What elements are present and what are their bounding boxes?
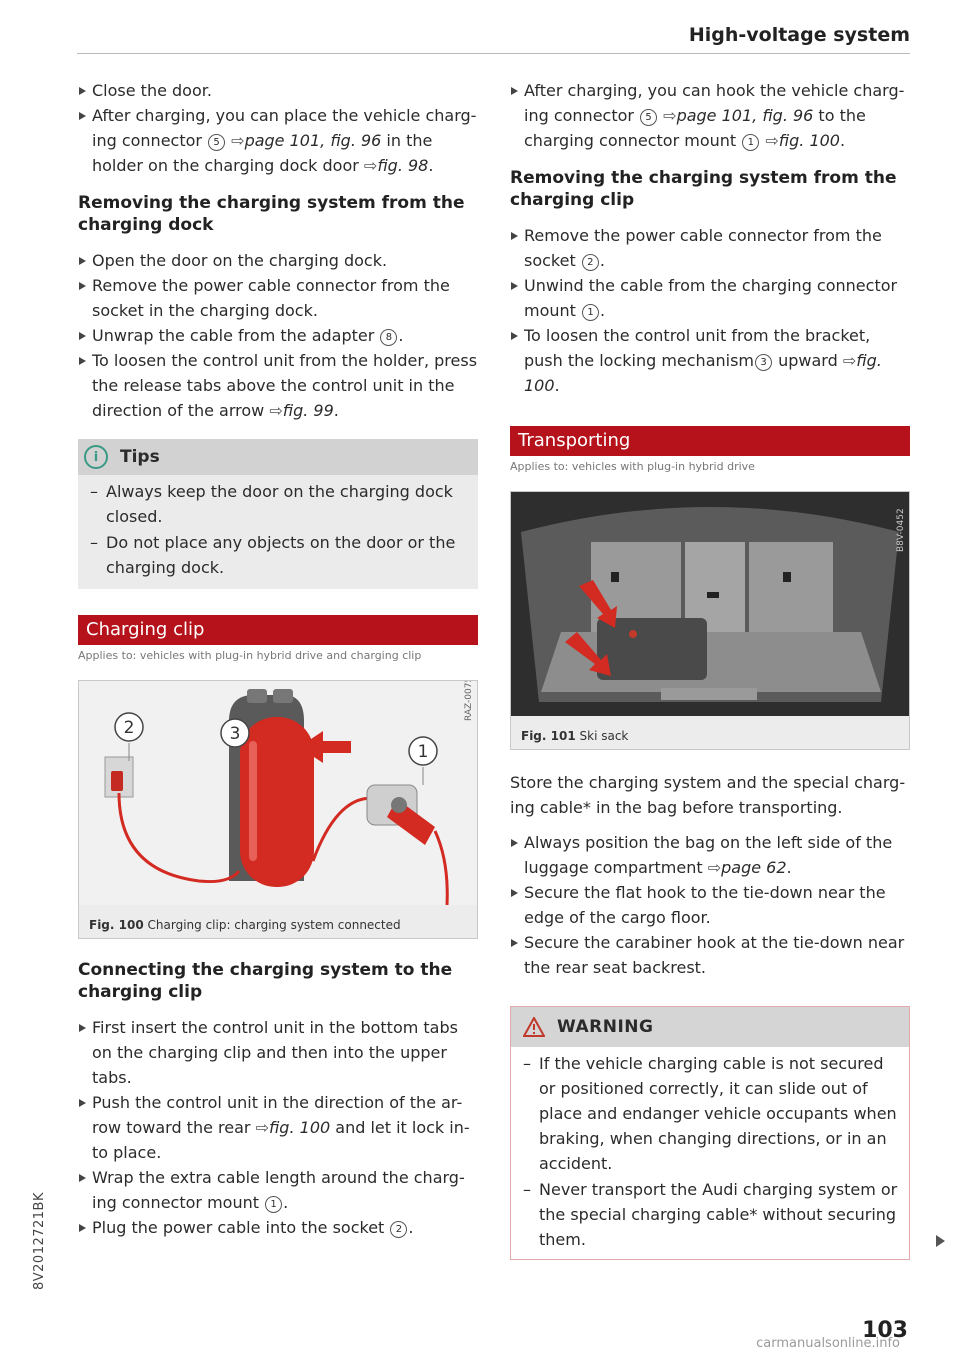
cross-reference: fig. 100 (524, 351, 882, 395)
figure-ski-sack (510, 491, 910, 750)
bullet-item (510, 880, 910, 930)
svg-text:2: 2 (123, 718, 135, 738)
bullet-item (78, 1015, 478, 1090)
bullet-text: Remove the power cable connector from the socket in the charging dock. (92, 276, 450, 320)
bullet-text: Unwind the cable from the charging connector mount (524, 276, 898, 320)
left-column (78, 78, 478, 1240)
warning-list (511, 1047, 909, 1259)
callout-number: 1 (582, 304, 599, 321)
svg-text:3: 3 (229, 724, 241, 744)
reference-arrow-icon: ⇨ (663, 106, 677, 125)
figure-charging-clip (78, 680, 478, 939)
bullet-item (510, 930, 910, 980)
heading-remove-from-dock: Removing the charging system from the charging dock (78, 193, 465, 235)
reference-arrow-icon: ⇨ (765, 131, 779, 150)
reference-arrow-icon: ⇨ (231, 131, 245, 150)
bullet-item (510, 323, 910, 398)
header-rule (77, 53, 910, 54)
bullet-text: upward (773, 351, 843, 370)
callout-number: 1 (742, 134, 759, 151)
bullet-text: . (600, 301, 606, 320)
dash-list-item: – Always keep the door on the charging dock closed. (88, 479, 468, 529)
callout-number: 3 (755, 354, 772, 371)
bullet-item (510, 223, 910, 273)
reference-arrow-icon: ⇨ (842, 351, 857, 370)
bullet-text: . (786, 858, 792, 877)
bullet-item (510, 78, 910, 153)
tips-list (78, 475, 478, 589)
bullet-item (78, 273, 478, 323)
bullet-text: to the charging connector mount (524, 106, 866, 150)
bullet-item (510, 273, 910, 323)
figure-label: Fig. 100 (89, 918, 144, 932)
cross-reference: fig. 100 (778, 131, 840, 150)
cross-reference: fig. 100 (268, 1118, 331, 1137)
bullet-text: First insert the control unit in the bottom tabs on the charging clip and then into the upper tabs. (92, 1018, 458, 1087)
bullet-text: After charging, you can hook the vehicle charg-ing connector (524, 81, 905, 125)
bullet-item (78, 103, 478, 178)
reference-arrow-icon: ⇨ (269, 401, 283, 420)
figure-code: RAZ-0075 (464, 681, 474, 721)
reference-arrow-icon: ⇨ (363, 156, 378, 175)
warning-triangle-icon (523, 1017, 545, 1037)
warning-header (511, 1007, 909, 1047)
cross-reference: page 101, fig. 96 (676, 106, 814, 125)
bullet-text: . (599, 251, 605, 270)
callout-number: 1 (265, 1196, 282, 1213)
cross-reference: fig. 98 (377, 156, 429, 175)
document-code: 8V2012721BK (32, 1191, 47, 1290)
bullet-text: . (333, 401, 339, 420)
warning-items (521, 1051, 899, 1252)
callout-number: 2 (390, 1221, 407, 1238)
intro-bullets (78, 78, 478, 178)
bullet-text: Unwrap the cable from the adapter (92, 326, 380, 345)
bullet-text: Always position the bag on the left side of the luggage compartment (524, 833, 893, 877)
connect-bullets (78, 1015, 478, 1240)
dash-list-item: – Do not place any objects on the door or the charging dock. (88, 530, 468, 580)
bullet-item (78, 1215, 478, 1240)
bullet-text: . (398, 326, 404, 345)
callout-number: 5 (640, 109, 657, 126)
section-title-charging-clip: Charging clip (78, 615, 478, 645)
bullet-text: To loosen the control unit from the holder, press the release tabs above the control unit in the direction of the arrow (92, 351, 478, 420)
right-column (510, 78, 910, 1260)
charging-clip-illustration (79, 681, 477, 905)
page-number: 103 (862, 1318, 908, 1343)
figure-caption-text: Charging clip: charging system connected (147, 918, 401, 932)
applies-to-charging-clip: Applies to: vehicles with plug-in hybrid drive and charging clip (78, 649, 422, 662)
bullet-text: . (554, 376, 560, 395)
warning-box (510, 1006, 910, 1260)
applies-to-transporting: Applies to: vehicles with plug-in hybrid drive (510, 460, 755, 473)
continue-arrow-icon (936, 1235, 945, 1247)
bullet-item (78, 248, 478, 273)
reference-arrow-icon: ⇨ (707, 858, 722, 877)
reference-arrow-icon: ⇨ (255, 1118, 269, 1137)
section-title-transporting: Transporting (510, 426, 910, 456)
bullet-text: Remove the power cable connector from the socket (524, 226, 882, 270)
remove-dock-bullets (78, 248, 478, 423)
cross-reference: fig. 99 (282, 401, 334, 420)
bullet-text: Plug the power cable into the socket (92, 1218, 390, 1237)
cross-reference: page 101, fig. 96 (244, 131, 382, 150)
watermark: carmanualsonline.info (756, 1336, 900, 1351)
bullet-text: Wrap the extra cable length around the charg-ing connector mount (92, 1168, 465, 1212)
remove-clip-bullets (510, 223, 910, 398)
bullet-text: Secure the flat hook to the tie-down near the edge of the cargo floor. (524, 883, 886, 927)
callout-2 (115, 713, 143, 741)
bullet-text: . (408, 1218, 414, 1237)
figure-caption-text: Ski sack (579, 729, 629, 743)
heading-connect-to-clip: Connecting the charging system to the charging clip (78, 960, 453, 1002)
warning-title: WARNING (557, 1016, 654, 1037)
figure-label: Fig. 101 (521, 729, 576, 743)
bullet-text: To loosen the control unit from the bracket, push the locking mechanism (524, 326, 871, 370)
tips-header (78, 439, 478, 475)
bullet-text: Open the door on the charging dock. (92, 251, 388, 270)
callout-number: 2 (582, 254, 599, 271)
callout-1 (409, 737, 437, 765)
bullet-item (510, 830, 910, 880)
bullet-text: . (428, 156, 434, 175)
dash-list-item: – Never transport the Audi charging system or the special charging cable* without securing them. (521, 1177, 899, 1252)
callout-3 (221, 719, 249, 747)
cross-reference: page 62 (721, 858, 787, 877)
heading-remove-from-clip: Removing the charging system from the charging clip (510, 168, 897, 210)
bullet-item (78, 323, 478, 348)
bullet-text: After charging, you can place the vehicle charg-ing connector (92, 106, 477, 150)
bullet-text: Close the door. (92, 81, 212, 100)
figure-caption-100 (79, 912, 477, 938)
bullet-item (78, 1090, 478, 1165)
svg-text:1: 1 (417, 742, 429, 762)
transport-bullets (510, 830, 910, 980)
tips-title: Tips (120, 446, 160, 467)
bullet-item (78, 348, 478, 423)
bullet-text: Push the control unit in the direction of the ar-row toward the rear (92, 1093, 463, 1137)
figure-caption-101 (511, 723, 909, 749)
bullet-item (78, 78, 478, 103)
dash-list-item: – If the vehicle charging cable is not secured or positioned correctly, it can slide out of place and endanger vehicle occupants when braking, when changing directions, or in an accident. (521, 1051, 899, 1176)
ski-sack-illustration (511, 492, 909, 716)
page-header-title: High-voltage system (688, 24, 910, 46)
bullet-text: . (283, 1193, 289, 1212)
tips-box (78, 439, 478, 589)
callout-number: 8 (380, 329, 397, 346)
bullet-text: Secure the carabiner hook at the tie-down near the rear seat backrest. (524, 933, 905, 977)
bullet-text: and let it lock in-to place. (92, 1118, 470, 1162)
figure-code: B8V-0452 (896, 508, 906, 552)
right-intro-bullets (510, 78, 910, 153)
info-icon: i (84, 445, 108, 469)
bullet-text: . (839, 131, 846, 150)
bullet-item (78, 1165, 478, 1215)
bullet-text: in the holder on the charging dock door (92, 131, 433, 175)
callout-number: 5 (208, 134, 225, 151)
store-paragraph: Store the charging system and the special charg-ing cable* in the bag before transporting. (510, 773, 906, 817)
